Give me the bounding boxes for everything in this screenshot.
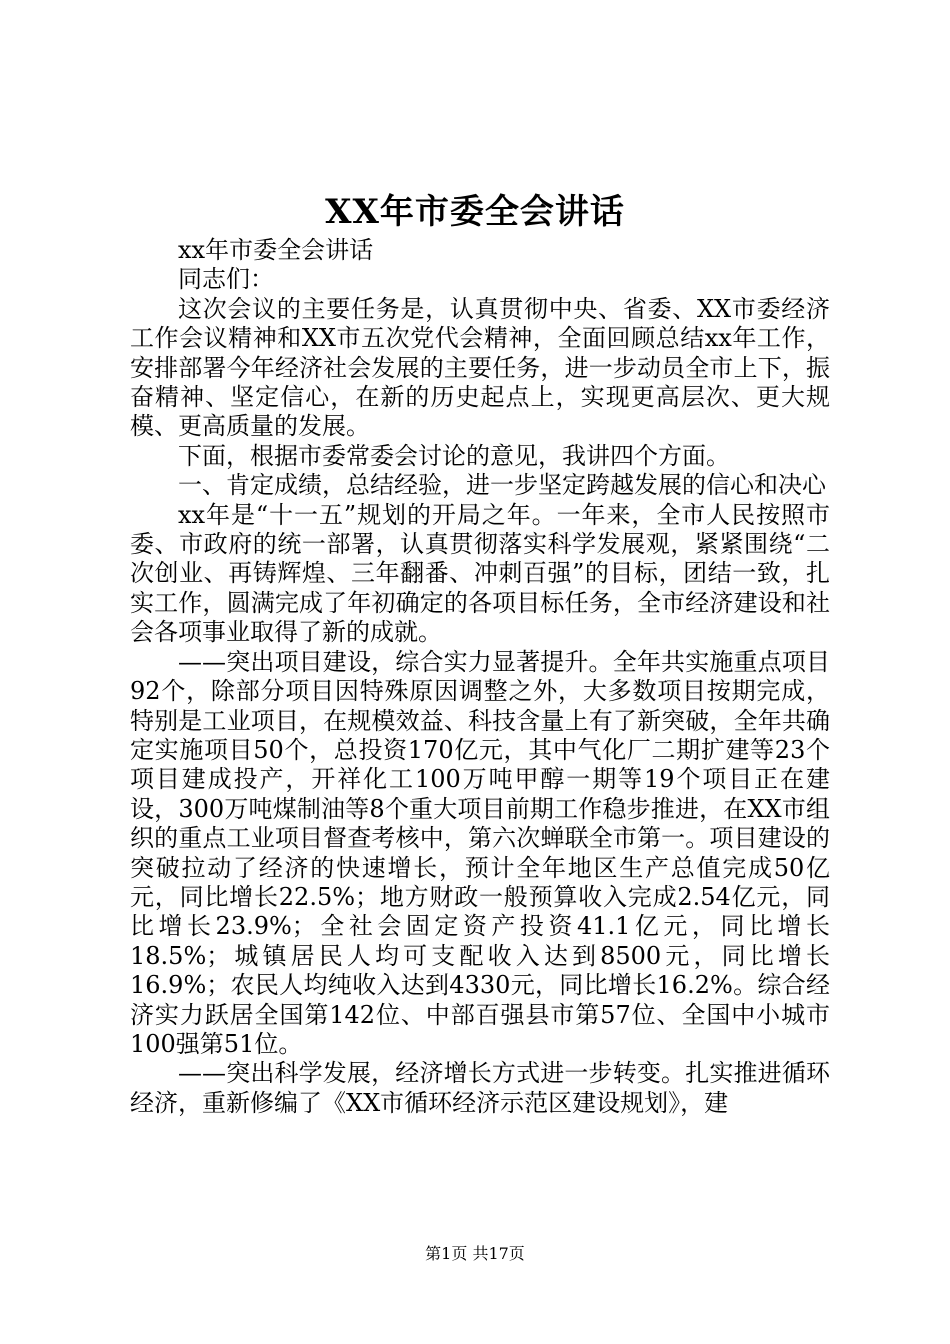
page-number-footer: 第1页 共17页 — [425, 1244, 525, 1263]
document-title: XX年市委全会讲话 — [325, 192, 625, 232]
section-heading: 一、肯定成绩，总结经验，进一步坚定跨越发展的信心和决心 — [178, 471, 826, 500]
body-paragraph: ——突出科学发展，经济增长方式进一步转变。扎实推进循环经济，重新修编了《XX市循环经济示范区建设规划》，建 — [130, 1059, 830, 1117]
body-paragraph: 这次会议的主要任务是，认真贯彻中央、省委、XX市委经济工作会议精神和XX市五次党代会精神，全面回顾总结xx年工作，安排部署今年经济社会发展的主要任务，进一步动员全市上下，振奋精神、坚定信心，在新的历史起点上，实现更高层次、更大规模、更高质量的发展。 — [130, 294, 830, 441]
document-body — [130, 236, 830, 1118]
body-paragraph: xx年市委全会讲话 — [178, 236, 374, 264]
body-paragraph: 下面，根据市委常委会讨论的意见，我讲四个方面。 — [178, 441, 730, 470]
body-paragraph: ——突出项目建设，综合实力显著提升。全年共实施重点项目92个，除部分项目因特殊原因调整之外，大多数项目按期完成，特别是工业项目，在规模效益、科技含量上有了新突破，全年共确定实施项目50个，总投资170亿元，其中气化厂二期扩建等23个项目建成投产，开祥化工100万吨甲醇一期等19个项目正在建设，300万吨煤制油等8个重大项目前期工作稳步推进，在XX市组织的重点工业项目督查考核中，第六次蝉联全市第一。项目建设的突破拉动了经济的快速增长，预计全年地区生产总值完成50亿元，同比增长22.5%；地方财政一般预算收入完成2.54亿元，同比增长23.9%；全社会固定资产投资41.1亿元，同比增长18.5%；城镇居民人均可支配收入达到8500元，同比增长16.9%；农民人均纯收入达到4330元，同比增长16.2%。综合经济实力跃居全国第142位、中部百强县市第57位、全国中小城市100强第51位。 — [130, 647, 830, 1058]
body-paragraph: xx年是“十一五”规划的开局之年。一年来，全市人民按照市委、市政府的统一部署，认真贯彻落实科学发展观，紧紧围绕“二次创业、再铸辉煌、三年翻番、冲刺百强”的目标，团结一致，扎实工作，圆满完成了年初确定的各项目标任务，全市经济建设和社会各项事业取得了新的成就。 — [130, 500, 830, 647]
body-paragraph: 同志们： — [178, 265, 274, 294]
